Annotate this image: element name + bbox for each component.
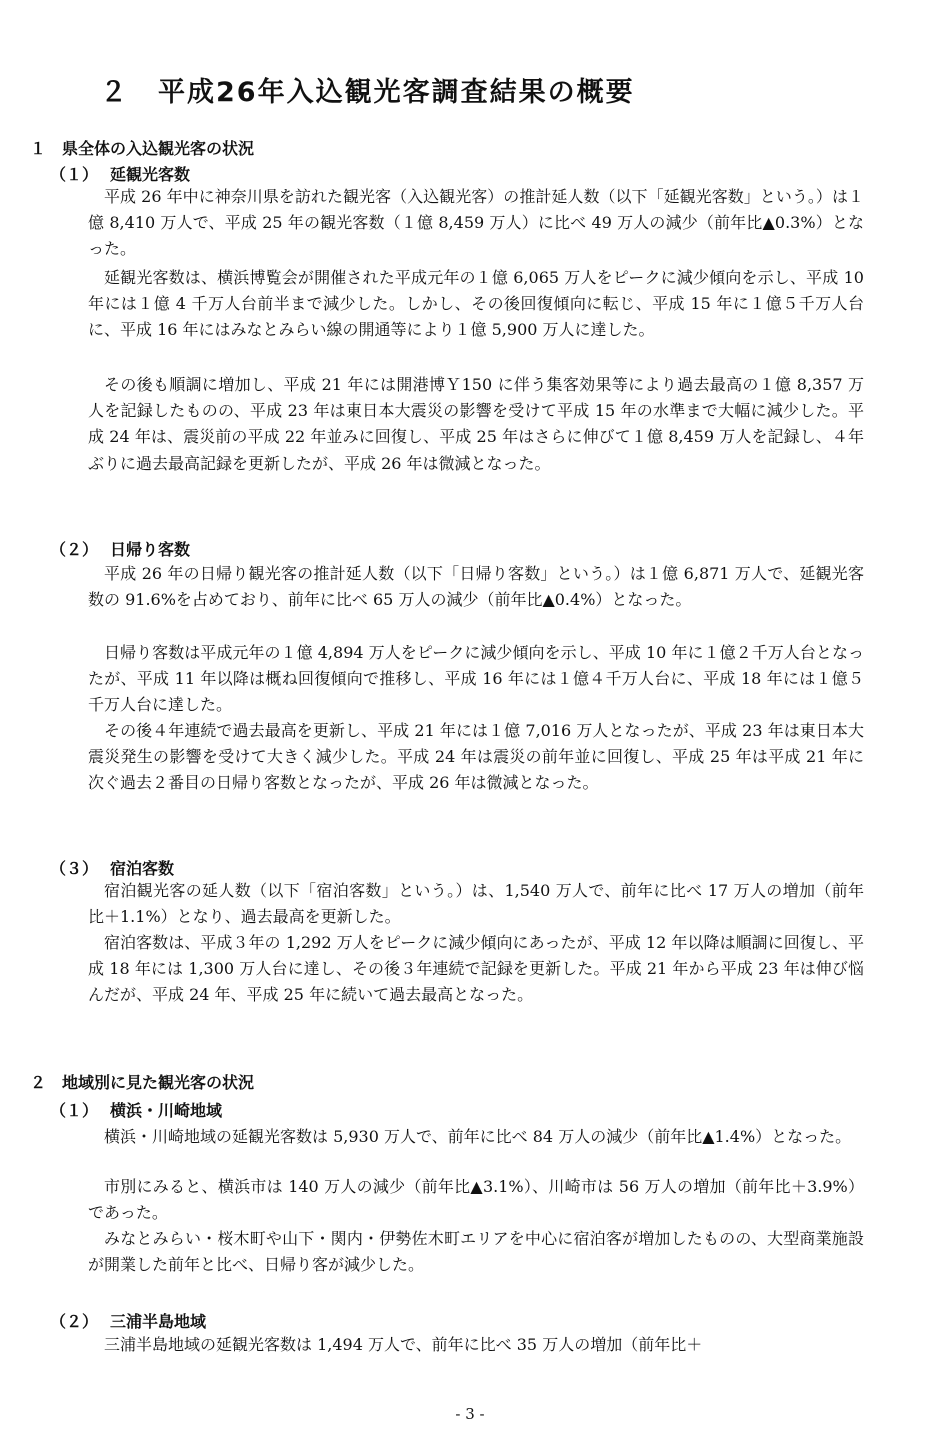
- section-heading: １ 県全体の入込観光客の状況: [30, 139, 255, 158]
- document-title: ２ 平成26年入込観光客調査結果の概要: [100, 77, 635, 108]
- paragraph: その後も順調に増加し、平成 21 年には開港博Ｙ150 に伴う集客効果等により過去最高の１億 8,357 万人を記録したものの、平成 23 年は東日本大震災の影響を受けて平成 15 年の水準まで大幅に減少した。平成 24 年は、震災前の平成 22 年並みに回復し、平成 25 年はさらに伸びて１億 8,459 万人を記録し、４年ぶりに過去最高記録を更新したが、平成 26 年は微減となった。: [88, 375, 864, 473]
- paragraph: その後４年連続で過去最高を更新し、平成 21 年には１億 7,016 万人となったが、平成 23 年は東日本大震災発生の影響を受けて大きく減少した。平成 24 年は震災の前年並に回復し、平成 25 年は平成 21 年に次ぐ過去２番目の日帰り客数となったが、平成 26 年は微減となった。: [88, 721, 864, 793]
- subsection-heading: [50, 1309, 206, 1332]
- paragraph: 市別にみると、横浜市は 140 万人の減少（前年比▲3.1%）、川崎市は 56 万人の増加（前年比＋3.9%）であった。: [88, 1177, 864, 1223]
- paragraph: 日帰り客数は平成元年の１億 4,894 万人をピークに減少傾向を示し、平成 10 年に１億２千万人台となったが、平成 11 年以降は概ね回復傾向で推移し、平成 16 年には１億４千万人台に、平成 18 年には１億５千万人台に達した。: [88, 643, 864, 715]
- paragraph: 延観光客数は、横浜博覧会が開催された平成元年の１億 6,065 万人をピークに減少傾向を示し、平成 10 年には１億 4 千万人台前半まで減少した。しかし、その後回復傾向に転じ、平成 15 年に１億５千万人台に、平成 16 年にはみなとみらい線の開通等により１億 5,900 万人に達した。: [88, 268, 864, 340]
- page-number: - 3 -: [455, 1405, 485, 1423]
- subsection-title: 三浦半島地域: [110, 1312, 207, 1331]
- subsection-number: （２）: [50, 540, 99, 559]
- subsection-title: 日帰り客数: [110, 540, 191, 559]
- paragraph: 宿泊客数は、平成３年の 1,292 万人をピークに減少傾向にあったが、平成 12 年以降は順調に回復し、平成 18 年には 1,300 万人台に達し、その後３年連続で記録を更新した。平成 21 年から平成 23 年は伸び悩んだが、平成 24 年、平成 25 年に続いて過去最高となった。: [88, 933, 864, 1005]
- subsection-heading: [50, 162, 190, 185]
- paragraph: 三浦半島地域の延観光客数は 1,494 万人で、前年に比べ 35 万人の増加（前年比＋: [104, 1335, 703, 1354]
- subsection-heading: [50, 537, 190, 560]
- subsection-number: （１）: [50, 165, 99, 184]
- subsection-number: （２）: [50, 1312, 99, 1331]
- subsection-heading: [50, 856, 174, 879]
- subsection-title: 延観光客数: [110, 165, 191, 184]
- paragraph: みなとみらい・桜木町や山下・関内・伊勢佐木町エリアを中心に宿泊客が増加したものの、大型商業施設が開業した前年と比べ、日帰り客が減少した。: [88, 1229, 864, 1275]
- subsection-heading: [50, 1098, 222, 1121]
- paragraph: 横浜・川崎地域の延観光客数は 5,930 万人で、前年に比べ 84 万人の減少（前年比▲1.4%）となった。: [104, 1127, 852, 1146]
- paragraph: 平成 26 年中に神奈川県を訪れた観光客（入込観光客）の推計延人数（以下「延観光客数」という。）は１億 8,410 万人で、平成 25 年の観光客数（１億 8,459 万人）に比べ 49 万人の減少（前年比▲0.3%）となった。: [88, 187, 864, 259]
- section-heading: ２ 地域別に見た観光客の状況: [30, 1073, 255, 1092]
- subsection-title: 横浜・川崎地域: [110, 1101, 223, 1120]
- paragraph: 宿泊観光客の延人数（以下「宿泊客数」という。）は、1,540 万人で、前年に比べ 17 万人の増加（前年比＋1.1%）となり、過去最高を更新した。: [88, 881, 864, 927]
- subsection-number: （３）: [50, 859, 99, 878]
- subsection-title: 宿泊客数: [110, 859, 175, 878]
- subsection-number: （１）: [50, 1101, 99, 1120]
- paragraph: 平成 26 年の日帰り観光客の推計延人数（以下「日帰り客数」という。）は１億 6,871 万人で、延観光客数の 91.6%を占めており、前年に比べ 65 万人の減少（前年比▲0.4%）となった。: [88, 564, 864, 610]
